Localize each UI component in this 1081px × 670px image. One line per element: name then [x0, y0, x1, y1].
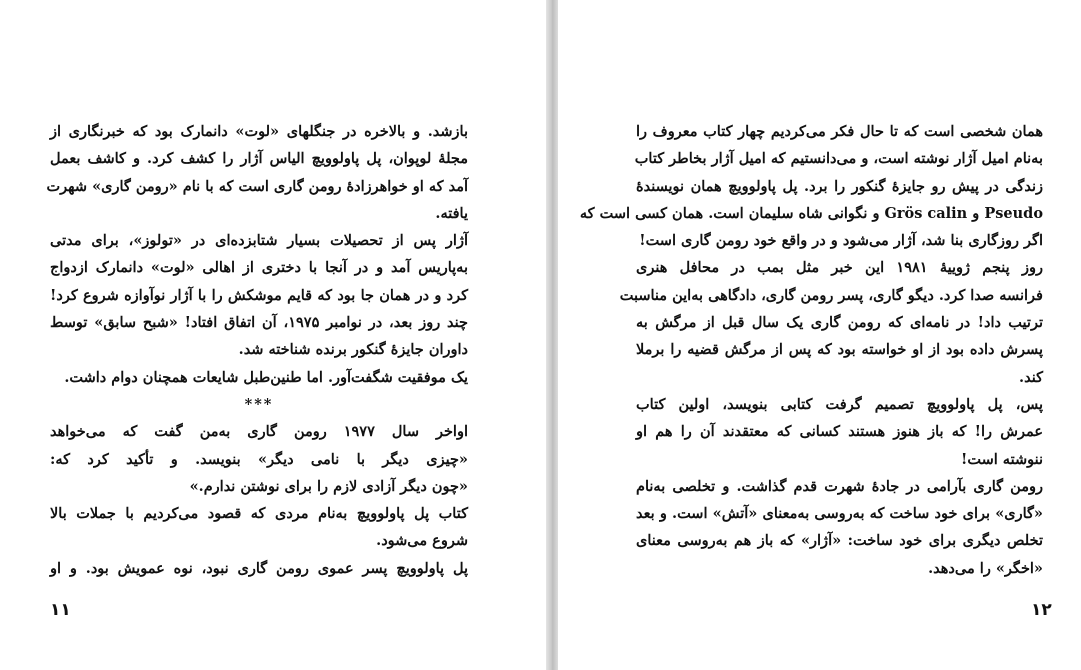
right-page-text-line: پسرش داده بود از او خواسته بود که پس از مرگش قضیه را برملا	[636, 341, 1043, 359]
book-gutter	[546, 0, 558, 670]
right-page-text-line: تخلص دیگری برای خود ساخت: «آژار» که باز هم به‌روسی معنای	[636, 532, 1043, 550]
left-page-text-line: یافته.	[435, 204, 468, 222]
right-page-text-line: Pseudo و Grös calin و نگوانی شاه سلیمان است. همان کسی است که	[579, 204, 1043, 222]
left-page-text-line: شروع می‌شود.	[376, 532, 468, 550]
left-page-text-line: «چیزی دیگر با نامی دیگر» بنویسد. و تأکید کرد که:	[50, 450, 468, 468]
right-page-text-line: پس، پل پاولوویچ تصمیم گرفت کتابی بنویسد، اولین کتاب	[636, 395, 1043, 413]
right-page-text-line: زندگی در پیش رو جایزهٔ گنکور را برد. پل پاولوویچ همان نویسندهٔ	[636, 177, 1043, 195]
left-page-text-line: مجلهٔ لوپوان، پل پاولوویچ الیاس آژار را کشف کرد. و کاشف بعمل	[50, 150, 468, 168]
right-page-text-line: اگر روزگاری بنا شد، آژار می‌شود و در واقع خود رومن گاری است!	[639, 232, 1043, 250]
right-page-text-line: «گاری» برای خود ساخت که به‌روسی به‌معنای «آتش» است. و بعد	[636, 505, 1043, 523]
left-page-text-line: «چون دیگر آزادی لازم را برای نوشتن ندارم.»	[189, 477, 468, 495]
left-page-text-line: اواخر سال ۱۹۷۷ رومن گاری به‌من گفت که می‌خواهد	[50, 423, 468, 441]
right-page-text-line: ترتیب داد! در نامه‌ای که رومن گاری یک سال قبل از مرگش به	[636, 314, 1043, 332]
page-number-right: ۱۲	[1031, 600, 1052, 620]
right-page-text-line: کند.	[1019, 368, 1043, 386]
right-page-text-line: عمرش را! که باز هنوز هستند کسانی که معتقدند آن را هم او	[636, 423, 1043, 441]
right-page-text-line: «اخگر» را می‌دهد.	[928, 559, 1043, 577]
right-page-text-line: ننوشته است!	[960, 450, 1043, 468]
left-page-text-line: آمد که او خواهرزادهٔ رومن گاری است که با نام «رومن گاری» شهرت	[46, 177, 468, 195]
left-page-text	[46, 118, 468, 582]
right-page-text-line: به‌نام امیل آژار نوشته است، و می‌دانستیم که امیل آژار بخاطر کتاب	[634, 150, 1043, 168]
left-page-text-line: پل پاولوویچ پسر عموی رومن گاری نبود، نوه عمویش بود. و او	[50, 559, 468, 577]
left-page-text-line: کتاب پل پاولوویچ به‌نام مردی که قصود می‌کردیم با جملات بالا	[50, 505, 468, 523]
left-page-text-line: کرد و در همان جا بود که قایم موشکش را با آژار نوآوازه شروع کرد!	[50, 286, 468, 304]
right-page-text	[579, 118, 1043, 582]
left-page-text-line: آژار پس از تحصیلات بسیار شتابزده‌ای در «تولوز»، برای مدتی	[50, 232, 468, 250]
page-number-left: ۱۱	[50, 600, 71, 620]
left-page-text-line: به‌پاریس آمد و در آنجا با دختری از اهالی «لوت» دانمارک ازدواج	[50, 259, 468, 277]
left-page-text-line: بازشد. و بالاخره در جنگلهای «لوت» دانمارک بود که خبرنگاری از	[50, 123, 468, 140]
left-page-text-line: ***	[244, 395, 274, 413]
left-page-text-line: چند روز بعد، در نوامبر ۱۹۷۵، آن اتفاق افتاد! «شبح سابق» توسط	[50, 314, 468, 332]
right-page-text-line: روز پنجم ژوییهٔ ۱۹۸۱ این خبر مثل بمب در محافل هنری	[636, 259, 1043, 277]
right-page-text-line: رومن گاری بآرامی در جادهٔ شهرت قدم گذاشت. و تخلصی به‌نام	[636, 477, 1043, 495]
right-page-text-line: فرانسه صدا کرد. دیگو گاری، پسر رومن گاری، دادگاهی به‌این مناسبت	[619, 286, 1043, 304]
right-page	[558, 0, 1081, 670]
left-page-text-line: داوران جایزهٔ گنکور برنده شناخته شد.	[238, 341, 468, 359]
right-page-text-line: همان شخصی است که تا حال فکر می‌کردیم چهار کتاب معروف را	[636, 123, 1043, 140]
left-page-text-line: یک موفقیت شگفت‌آور. اما طنین‌طبل شایعات همچنان دوام داشت.	[64, 368, 468, 386]
